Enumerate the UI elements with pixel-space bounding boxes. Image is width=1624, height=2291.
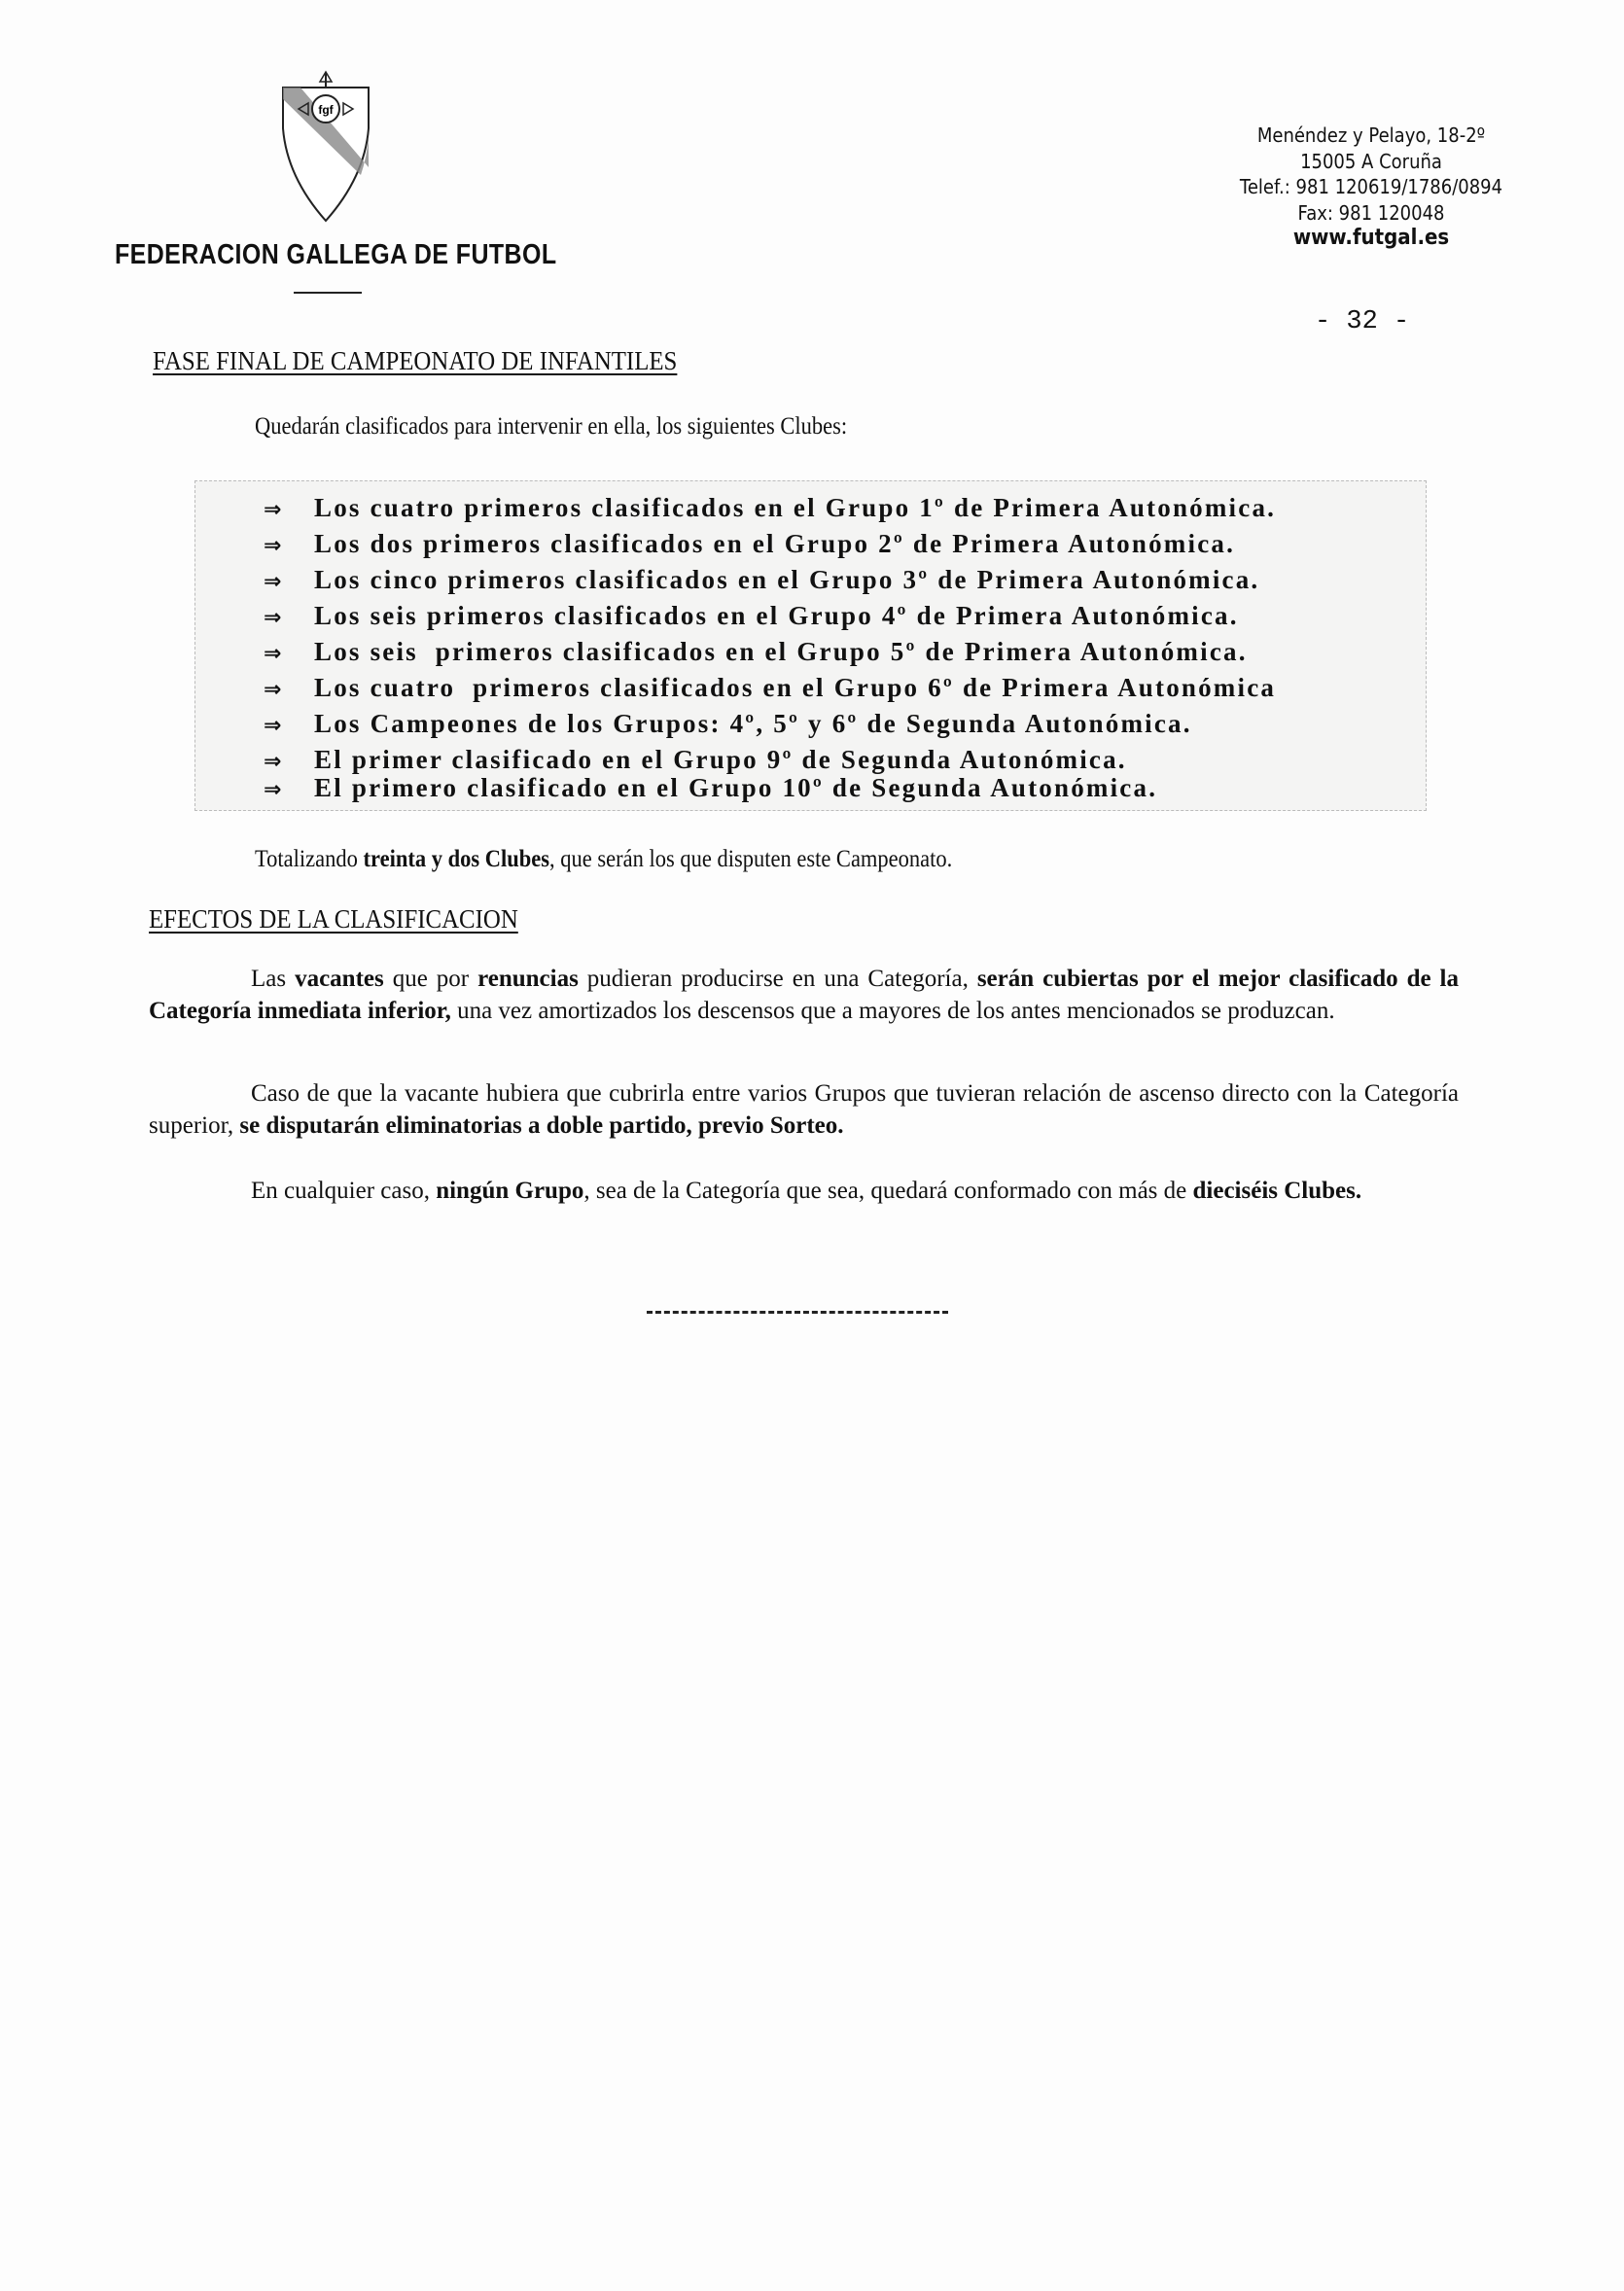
bold-text: dieciséis Clubes. bbox=[1192, 1178, 1362, 1204]
fax-line: Fax: 981 120048 bbox=[1297, 200, 1445, 225]
arrow-icon: ⇒ bbox=[264, 498, 282, 522]
list-item bbox=[264, 565, 1259, 595]
website-link[interactable]: www.futgal.es bbox=[1292, 226, 1450, 250]
text: Las bbox=[251, 966, 296, 992]
arrow-icon: ⇒ bbox=[264, 750, 282, 774]
list-item-text: Los Campeones de los Grupos: 4º, 5º y 6º de Segunda Autonómica. bbox=[314, 709, 1192, 738]
list-item-text: Los seis primeros clasificados en el Grupo 4º de Primera Autonómica. bbox=[314, 601, 1239, 630]
text: una vez amortizados los descensos que a mayores de los antes mencionados se produzcan. bbox=[450, 998, 1335, 1024]
address-line: Menéndez y Pelayo, 18-2º bbox=[1256, 123, 1486, 147]
arrow-icon: ⇒ bbox=[264, 714, 282, 738]
list-item bbox=[264, 601, 1239, 631]
list-item-text: Los seis primeros clasificados en el Grupo 5º de Primera Autonómica. bbox=[314, 637, 1248, 666]
bold-text: se disputarán eliminatorias a doble partido, previo Sorteo. bbox=[239, 1112, 844, 1139]
list-item-text: El primer clasificado en el Grupo 9º de Segunda Autonómica. bbox=[314, 745, 1127, 774]
svg-text:fgf: fgf bbox=[318, 103, 334, 117]
section-title: FASE FINAL DE CAMPEONATO DE INFANTILES bbox=[153, 346, 678, 375]
list-item bbox=[264, 745, 1127, 775]
paragraph bbox=[149, 1175, 1459, 1207]
address-block bbox=[1222, 123, 1520, 252]
text: , sea de la Categoría que sea, quedará conformado con más de bbox=[583, 1178, 1193, 1204]
list-item-text: Los dos primeros clasificados en el Grupo 2º de Primera Autonómica. bbox=[314, 529, 1236, 558]
arrow-icon: ⇒ bbox=[264, 606, 282, 630]
text: En cualquier caso, bbox=[251, 1178, 437, 1204]
list-item bbox=[264, 773, 1157, 803]
arrow-icon: ⇒ bbox=[264, 642, 282, 666]
arrow-icon: ⇒ bbox=[264, 570, 282, 594]
qualified-clubs-box bbox=[194, 480, 1427, 811]
total-text bbox=[255, 846, 952, 873]
bold-text: ningún Grupo bbox=[436, 1178, 584, 1204]
bold-text: treinta y dos Clubes bbox=[363, 846, 550, 872]
text: pudieran producirse en una Categoría, bbox=[578, 966, 977, 992]
phone-line: Telef.: 981 120619/1786/0894 bbox=[1239, 175, 1503, 198]
arrow-icon: ⇒ bbox=[264, 778, 282, 802]
text: , que serán los que disputen este Campeonato. bbox=[549, 846, 953, 872]
text: que por bbox=[383, 966, 478, 992]
bold-text: renuncias bbox=[477, 966, 579, 992]
list-item bbox=[264, 709, 1192, 739]
paragraph bbox=[149, 1077, 1459, 1142]
header-rule bbox=[294, 292, 362, 294]
intro-text: Quedarán clasificados para intervenir en ella, los siguientes Clubes: bbox=[255, 413, 848, 440]
paragraph bbox=[149, 963, 1459, 1027]
list-item bbox=[264, 637, 1248, 667]
list-item-text: El primero clasificado en el Grupo 10º de Segunda Autonómica. bbox=[314, 773, 1158, 802]
arrow-icon: ⇒ bbox=[264, 534, 282, 558]
list-item bbox=[264, 529, 1235, 559]
federation-logo bbox=[277, 70, 374, 226]
section-title: EFECTOS DE LA CLASIFICACION bbox=[149, 904, 518, 934]
list-item-text: Los cuatro primeros clasificados en el Grupo 1º de Primera Autonómica. bbox=[314, 493, 1277, 522]
text: Caso de que la vacante hubiera que cubrirla entre varios Grupos que tuvieran relación de ascenso directo con la Categoría superior, bbox=[149, 1080, 1459, 1139]
list-item bbox=[264, 673, 1276, 703]
list-item bbox=[264, 493, 1276, 523]
text: Totalizando bbox=[255, 846, 364, 872]
organization-name: FEDERACION GALLEGA DE FUTBOL bbox=[115, 239, 557, 270]
list-item-text: Los cinco primeros clasificados en el Grupo 3º de Primera Autonómica. bbox=[314, 565, 1260, 594]
list-item-text: Los cuatro primeros clasificados en el Grupo 6º de Primera Autonómica bbox=[314, 673, 1277, 702]
bold-text: vacantes bbox=[295, 966, 384, 992]
bold-text: serán cubiertas por el mejor clasificado de la Categoría inmediata inferior, bbox=[149, 966, 1459, 1024]
arrow-icon: ⇒ bbox=[264, 678, 282, 702]
end-divider bbox=[647, 1311, 948, 1314]
address-line: 15005 A Coruña bbox=[1300, 149, 1442, 173]
page-number: - 32 - bbox=[1315, 307, 1410, 336]
